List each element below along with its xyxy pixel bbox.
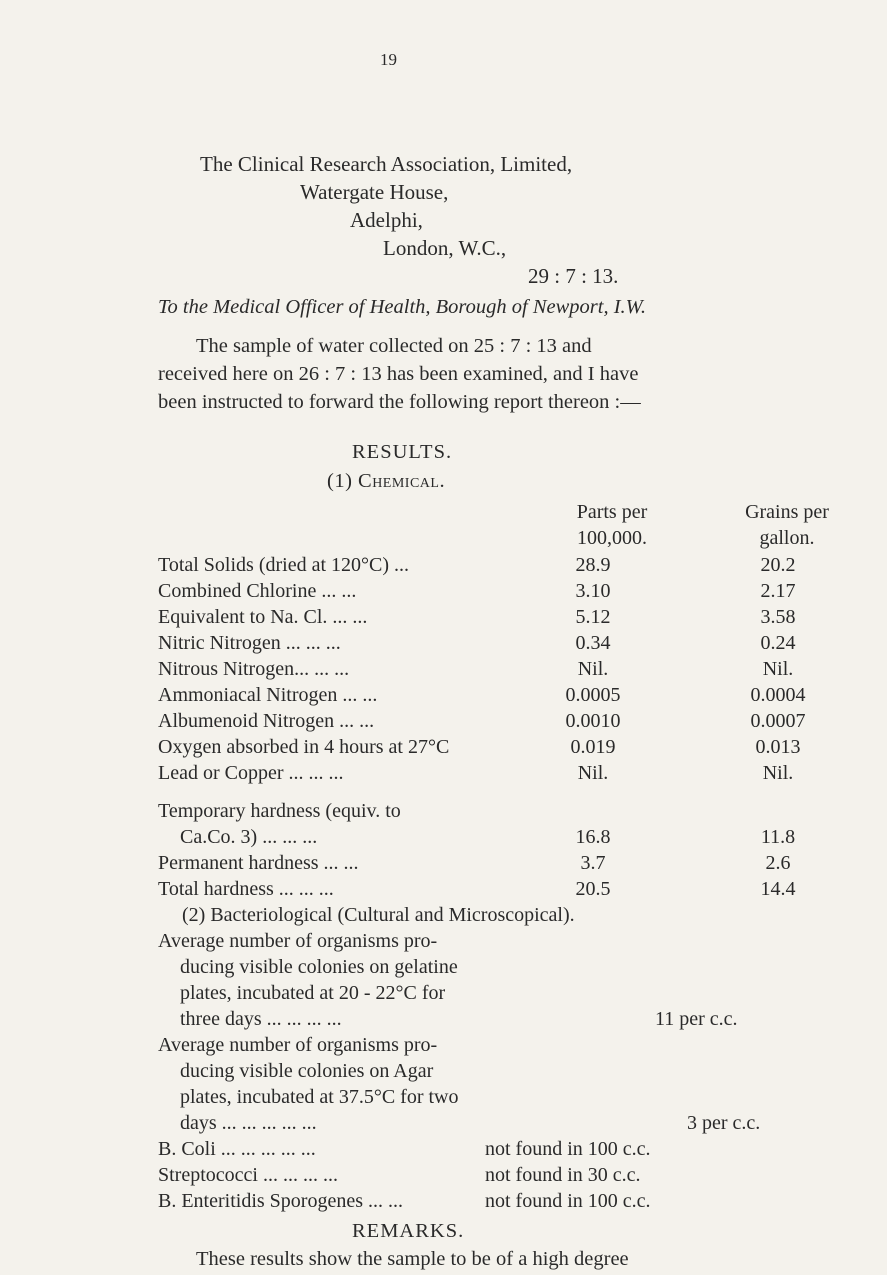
letterhead-district: Adelphi,: [350, 208, 423, 232]
parts-value: 0.34: [575, 632, 611, 654]
row-label: Total hardness ... ... ...: [158, 878, 334, 900]
grains-value: 2.17: [760, 580, 796, 602]
grains-value: 0.013: [755, 736, 801, 758]
parts-value: 16.8: [575, 826, 611, 848]
organism-label: Streptococci ... ... ... ...: [158, 1164, 338, 1186]
parts-value: 0.019: [570, 736, 616, 758]
parts-value: 3.10: [575, 580, 611, 602]
row-label: Ammoniacal Nitrogen ... ...: [158, 684, 378, 706]
grains-value: Nil.: [762, 658, 794, 680]
grains-value: 11.8: [760, 826, 796, 848]
intro-line-3: been instructed to forward the following report thereon :—: [158, 391, 641, 413]
gelatine-line-1: Average number of organisms pro-: [158, 930, 438, 952]
parts-value: 28.9: [575, 554, 611, 576]
row-label: Albumenoid Nitrogen ... ...: [158, 710, 375, 732]
grains-value: 3.58: [760, 606, 796, 628]
gelatine-line-2: ducing visible colonies on gelatine: [180, 956, 458, 978]
grains-value: Nil.: [762, 762, 794, 784]
page-number: 19: [380, 50, 397, 69]
agar-line-4: days ... ... ... ... ...: [180, 1112, 317, 1134]
bacteriological-heading: (2) Bacteriological (Cultural and Microscopical).: [182, 904, 575, 926]
parts-value: 5.12: [575, 606, 611, 628]
table-row: [158, 1164, 718, 1190]
row-label: Combined Chlorine ... ...: [158, 580, 357, 602]
column-grains-line-1: Grains per: [745, 501, 829, 523]
grains-value: 2.6: [765, 852, 791, 874]
table-row: [158, 852, 791, 878]
letterhead-company: The Clinical Research Association, Limited,: [200, 152, 573, 176]
table-row: [158, 658, 794, 684]
remarks-line-1: These results show the sample to be of a high degree: [196, 1248, 629, 1270]
table-row: [158, 1138, 718, 1164]
results-heading: RESULTS.: [352, 441, 453, 463]
table-row: [158, 800, 718, 826]
parts-value: Nil.: [577, 658, 609, 680]
table-row: [158, 1190, 718, 1216]
parts-value: 20.5: [575, 878, 611, 900]
row-label: Equivalent to Na. Cl. ... ...: [158, 606, 368, 628]
gelatine-value: 11 per c.c.: [655, 1008, 738, 1030]
column-parts-line-2: 100,000.: [577, 527, 647, 549]
column-parts-line-1: Parts per: [576, 501, 648, 523]
parts-value: 0.0005: [565, 684, 621, 706]
grains-value: 14.4: [760, 878, 796, 900]
column-grains-line-2: gallon.: [759, 527, 815, 549]
row-label: Permanent hardness ... ...: [158, 852, 359, 874]
table-row: [158, 736, 801, 762]
intro-line-2: received here on 26 : 7 : 13 has been examined, and I have: [158, 363, 639, 385]
organism-label: B. Coli ... ... ... ... ...: [158, 1138, 316, 1160]
gelatine-line-4: three days ... ... ... ...: [180, 1008, 342, 1030]
row-label: Nitric Nitrogen ... ... ...: [158, 632, 341, 654]
intro-line-1: The sample of water collected on 25 : 7 : 13 and: [196, 335, 592, 357]
organism-label: B. Enteritidis Sporogenes ... ...: [158, 1190, 403, 1212]
grains-value: 0.0007: [750, 710, 806, 732]
agar-line-2: ducing visible colonies on Agar: [180, 1060, 434, 1082]
agar-line-3: plates, incubated at 37.5°C for two: [180, 1086, 459, 1108]
table-row: [158, 762, 794, 788]
organism-result: not found in 100 c.c.: [485, 1138, 651, 1160]
parts-value: 0.0010: [565, 710, 621, 732]
letter-date: 29 : 7 : 13.: [528, 264, 619, 288]
remarks-heading: REMARKS.: [352, 1220, 465, 1242]
row-label: Nitrous Nitrogen... ... ...: [158, 658, 350, 680]
table-row: [158, 554, 796, 580]
table-row: [158, 826, 796, 852]
grains-value: 20.2: [760, 554, 796, 576]
parts-value: Nil.: [577, 762, 609, 784]
letterhead-street: Watergate House,: [300, 180, 449, 204]
table-row: [158, 606, 796, 632]
parts-value: 3.7: [580, 852, 606, 874]
table-row: [158, 580, 796, 606]
gelatine-line-3: plates, incubated at 20 - 22°C for: [180, 982, 446, 1004]
grains-value: 0.0004: [750, 684, 806, 706]
table-row: [158, 684, 806, 710]
row-label: Oxygen absorbed in 4 hours at 27°C: [158, 736, 450, 758]
organism-result: not found in 100 c.c.: [485, 1190, 651, 1212]
organism-result: not found in 30 c.c.: [485, 1164, 641, 1186]
row-label: Ca.Co. 3) ... ... ...: [180, 826, 318, 848]
letterhead-city: London, W.C.,: [383, 236, 507, 260]
table-row: [158, 710, 806, 736]
row-label: Temporary hardness (equiv. to: [158, 800, 401, 822]
grains-value: 0.24: [760, 632, 796, 654]
addressee: To the Medical Officer of Health, Borough of Newport, I.W.: [158, 296, 646, 318]
agar-value: 3 per c.c.: [687, 1112, 761, 1134]
agar-line-1: Average number of organisms pro-: [158, 1034, 438, 1056]
table-row: [158, 878, 796, 904]
chemical-heading: (1) Chemical.: [327, 470, 446, 492]
row-label: Total Solids (dried at 120°C) ...: [158, 554, 410, 576]
table-row: [158, 632, 796, 658]
row-label: Lead or Copper ... ... ...: [158, 762, 344, 784]
